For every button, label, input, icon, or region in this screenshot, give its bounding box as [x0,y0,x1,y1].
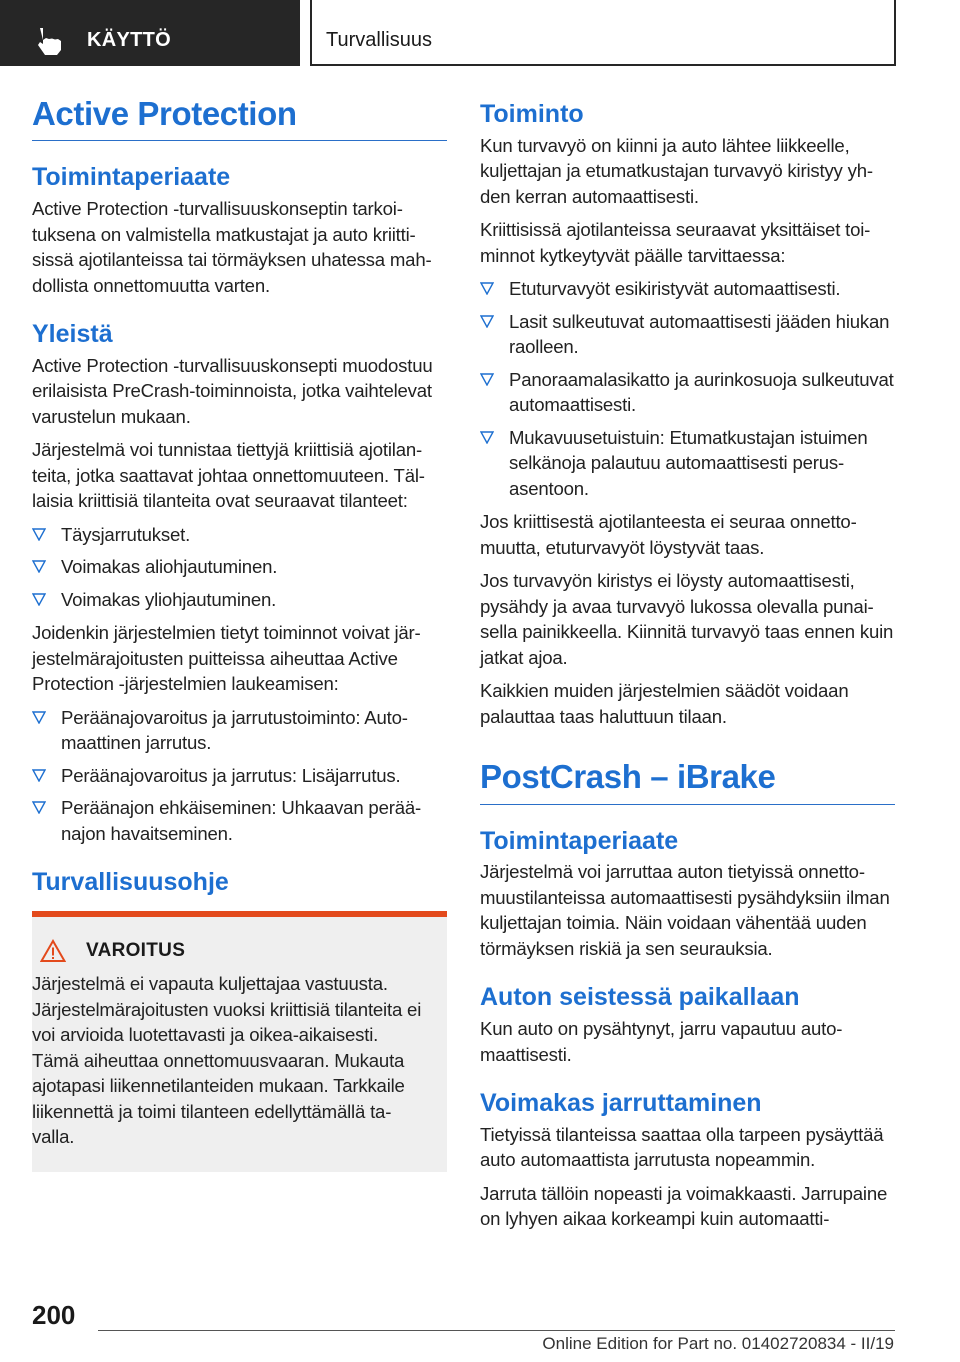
section-toiminto [480,100,895,729]
section-heading: Turvallisuusohje [32,868,229,897]
paragraph: Jos turvavyön kiristys ei löysty automaattisesti, pysähdy ja avaa turvavyö lukossa olevalla punaisella painikkeella. Kiinnitä turvavyö taas ennen kuin jatkat ajoa. [480,570,894,668]
list-item: Täysjarrutukset. [32,522,447,548]
list-item: Voimakas yliohjautuminen. [32,587,447,613]
paragraph: Kun turvavyö on kiinni ja auto lähtee liikkeelle, kuljettajan ja etumatkustajan turvavyö kiristyy yhden kerran automaattisesti. [480,134,874,207]
triangle-bullet-icon [32,801,46,814]
warning-triangle-icon [40,939,66,963]
paragraph: Järjestelmä voi jarruttaa auton tietyissä onnettomuustilanteissa automaattisesti pysähdyksiin ilman kuljettajan toimia. Näin voidaan vähentää uuden törmäyksen riskiä ja sen seurauksia. [480,861,890,959]
section-turvallisuusohje [32,868,447,1171]
chapter-label: KÄYTTÖ [87,29,172,51]
left-column [32,96,447,1194]
section-tab[interactable] [310,0,896,66]
section-heading: Voimakas jarruttaminen [480,1089,762,1118]
section-heading: Toimintaperiaate [32,163,231,192]
triangle-bullet-icon [32,528,46,541]
section-voimakas-jarruttaminen [480,1089,895,1232]
paragraph: Active Protection -turvallisuuskonseptin tarkoituksena on valmistella matkustajat ja auto kriittisissä ajotilanteissa tai törmäyksen uhatessa mahdollista onnettomuutta varten. [32,198,432,296]
list-item: Peräänajovaroitus ja jarrutus: Lisäjarrutus. [32,763,447,789]
list-item: Peräänajon ehkäiseminen: Uhkaavan peräänajon havaitseminen. [32,795,447,846]
list-item: Panoraamalasikatto ja aurinkosuoja sulkeutuvat automaattisesti. [480,367,895,418]
section-yleista [32,320,447,846]
page-number: 200 [32,1300,76,1330]
list-item: Etuturvavyöt esikiristyvät automaattisesti. [480,276,895,302]
page-title-active-protection: Active Protection [32,96,447,141]
triangle-bullet-icon [32,711,46,724]
page-header [0,0,960,66]
triangle-bullet-icon [32,769,46,782]
triangle-bullet-icon [480,315,494,328]
triangle-bullet-icon [480,282,494,295]
paragraph: Joidenkin järjestelmien tietyt toiminnot voivat järjestelmärajoitusten puitteissa aiheuttaa Active Protection -järjestelmien laukeamisen: [32,622,421,695]
right-column [480,100,895,1254]
footer-divider [98,1330,895,1331]
warning-title: VAROITUS [86,940,186,962]
paragraph: Kun auto on pysähtynyt, jarru vapautuu automaattisesti. [480,1018,843,1065]
warning-box [32,911,447,1172]
section-heading: Auton seistessä paikallaan [480,983,800,1012]
paragraph: Active Protection -turvallisuuskonsepti muodostuu erilaisista PreCrash-toiminnoista, jotka vaihtelevat varustelun mukaan. [32,354,433,427]
paragraph: Jos kriittisestä ajotilanteesta ei seuraa onnettomuutta, etuturvavyöt löystyvät taas. [480,511,857,558]
section-heading: Toiminto [480,100,584,128]
bullet-list [32,522,447,613]
pointing-hand-icon [34,26,66,56]
triangle-bullet-icon [480,373,494,386]
paragraph: Kaikkien muiden järjestelmien säädöt voidaan palauttaa taas haluttuun tilaan. [480,680,849,727]
section-toimintaperiaate [32,163,447,298]
triangle-bullet-icon [480,431,494,444]
paragraph: Tietyissä tilanteissa saattaa olla tarpeen pysäyttää auto automaattista jarrutusta nopeammin. [480,1123,884,1171]
warning-text: Järjestelmä ei vapauta kuljettajaa vastuusta. Järjestelmärajoitusten vuoksi kriittisiä tilanteita ei voi arvioida luotettavasti ja oikea-aikaisesti. Tämä aiheuttaa onnettomuusvaaran. Mukauta ajotapasi liikennetilanteiden mukaan. Tarkkaile liikennettä ja toimi tilanteen edellyttämällä tavalla. [32,973,422,1148]
triangle-bullet-icon [32,593,46,606]
section-heading: Toimintaperiaate [480,826,679,855]
page-title-postcrash-ibrake: PostCrash – iBrake [480,759,895,804]
paragraph: Jarruta tällöin nopeasti ja voimakkaasti. Jarrupaine on lyhyen aikaa korkeampi kuin automaatti- [480,1182,888,1230]
paragraph: Kriittisissä ajotilanteissa seuraavat yksittäiset toiminnot kytkeytyvät päälle tarvittaessa: [480,219,871,266]
list-item: Lasit sulkeutuvat automaattisesti jääden hiukan raolleen. [480,309,895,360]
list-item: Voimakas aliohjautuminen. [32,554,447,580]
list-item: Mukavuusetuistuin: Etumatkustajan istuimen selkänoja palautuu automaattisesti perusasentoon. [480,425,895,502]
chapter-tab[interactable] [0,0,300,66]
paragraph: Järjestelmä voi tunnistaa tiettyjä kriittisiä ajotilanteita, jotka saattavat johtaa onnettomuuteen. Tällaisia kriittisiä tilanteita ovat seuraavat tilanteet: [32,439,425,512]
bullet-list [480,276,895,501]
section-auton-seistessa [480,983,895,1067]
warning-header [32,939,427,963]
triangle-bullet-icon [32,560,46,573]
bullet-list [32,705,447,847]
section-label: Turvallisuus [326,29,432,51]
edition-text: Online Edition for Part no. 01402720834 - II/19 [542,1334,894,1353]
section-toimintaperiaate-2 [480,827,895,962]
list-item: Peräänajovaroitus ja jarrutustoiminto: Automaattinen jarrutus. [32,705,447,756]
section-heading: Yleistä [32,320,113,349]
